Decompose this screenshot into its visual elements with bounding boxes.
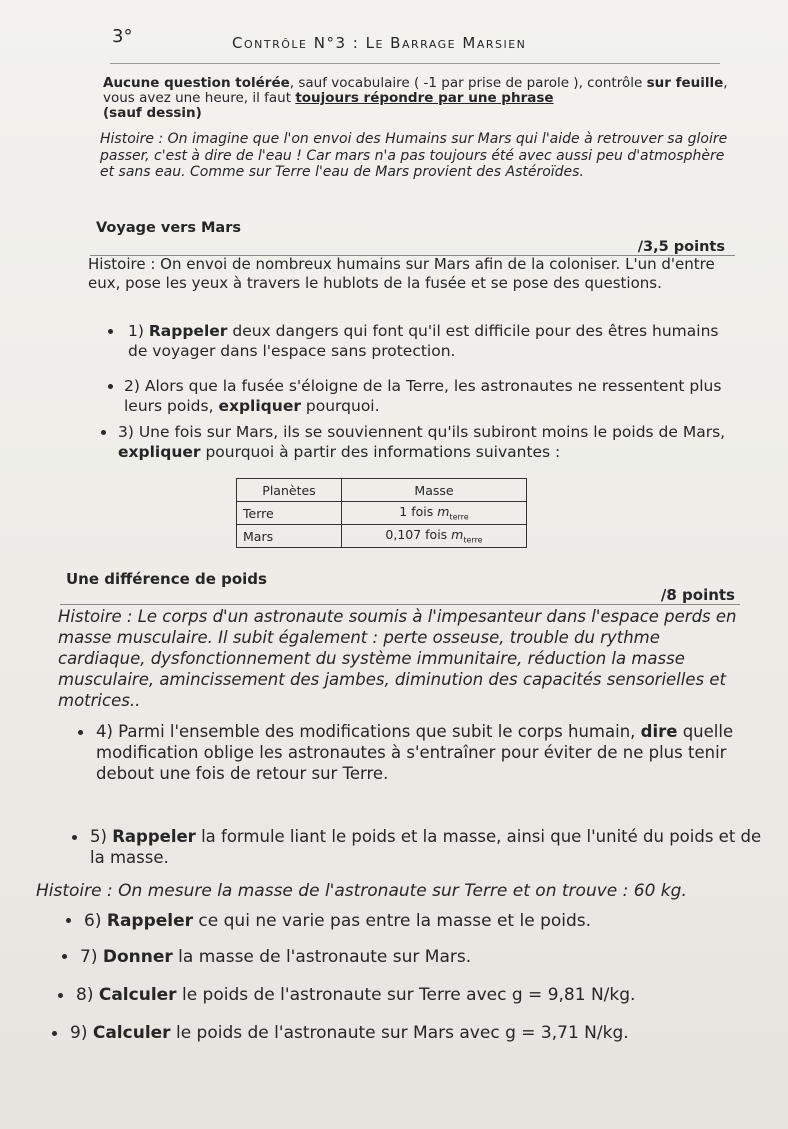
question-3: 3) Une fois sur Mars, ils se souviennent qu'ils subiront moins le poids de Mars, expliquer pourquoi à partir des informations suivantes : [118, 423, 726, 461]
page-title: Contrôle N°3 : Le Barrage Marsien [232, 34, 527, 52]
section2-story-mass: Histoire : On mesure la masse de l'astronaute sur Terre et on trouve : 60 kg. [36, 881, 687, 901]
mass-table [236, 478, 527, 548]
intro-story: Histoire : On imagine que l'on envoi des Humains sur Mars qui l'aide à retrouver sa gloire passer, c'est à dire de l'eau ! Car mars n'a pas toujours été avec aussi peu d'atmosphère et sans eau. Comme sur Terre l'eau de Mars provient des Astéroïdes. [100, 131, 728, 180]
bullet-icon [101, 430, 106, 435]
table-header-row [237, 479, 527, 502]
section-title-voyage: Voyage vers Mars [96, 220, 241, 236]
table-row [237, 502, 527, 525]
instructions: Aucune question tolérée, sauf vocabulaire ( -1 par prise de parole ), contrôle sur feuille, vous avez une heure, il faut toujours répondre par une phrase (sauf dessin) [103, 75, 728, 121]
question-4: 4) Parmi l'ensemble des modifications que subit le corps humain, dire quelle modification oblige les astronautes à s'entraîner pour éviter de ne plus tenir debout une fois de retour sur Terre. [96, 722, 734, 783]
section-points-difference: /8 points [660, 586, 735, 604]
bullet-icon [62, 954, 67, 959]
question-7: 7) Donner la masse de l'astronaute sur Mars. [80, 947, 472, 967]
question-6: 6) Rappeler ce qui ne varie pas entre la masse et le poids. [84, 911, 592, 931]
class-level: 3° [112, 26, 133, 47]
question-8: 8) Calculer le poids de l'astronaute sur Terre avec g = 9,81 N/kg. [76, 985, 636, 1005]
bullet-icon [108, 384, 113, 389]
title-divider [110, 63, 720, 64]
section-divider [60, 604, 740, 605]
bullet-icon [58, 993, 63, 998]
table-header-cell: Planètes [237, 479, 342, 502]
bullet-icon [72, 835, 77, 840]
section2-story: Histoire : Le corps d'un astronaute soumis à l'impesanteur dans l'espace perds en masse musculaire. Il subit également : perte osseuse, trouble du rythme cardiaque, dysfonctionnement du système immunitaire, réduction la masse musculaire, amincissement des jambes, diminution des capacités sensorielles et motrices.. [58, 607, 737, 710]
table-cell: Mars [237, 525, 342, 548]
bullet-icon [66, 918, 71, 923]
table-cell: Terre [237, 502, 342, 525]
table-row [237, 525, 527, 548]
table-header-cell: Masse [342, 479, 527, 502]
bullet-icon [52, 1031, 57, 1036]
table-cell: 1 fois $m_{terre}$ [342, 502, 527, 525]
question-9: 9) Calculer le poids de l'astronaute sur Mars avec g = 3,71 N/kg. [70, 1023, 629, 1043]
question-5: 5) Rappeler la formule liant le poids et la masse, ainsi que l'unité du poids et de la masse. [90, 827, 762, 867]
bullet-icon [108, 329, 113, 334]
bullet-icon [78, 730, 83, 735]
section-title-difference: Une différence de poids [66, 570, 267, 588]
section-points-voyage: /3,5 points [637, 239, 725, 255]
table-cell: 0,107 fois $m_{terre}$ [342, 525, 527, 548]
section1-story: Histoire : On envoi de nombreux humains sur Mars afin de la coloniser. L'un d'entre eux, pose les yeux à travers le hublots de la fusée et se pose des questions. [88, 255, 715, 292]
question-2: 2) Alors que la fusée s'éloigne de la Terre, les astronautes ne ressentent plus leurs poids, expliquer pourquoi. [124, 377, 722, 415]
question-1: 1) Rappeler deux dangers qui font qu'il est difficile pour des êtres humains de voyager dans l'espace sans protection. [128, 322, 719, 360]
